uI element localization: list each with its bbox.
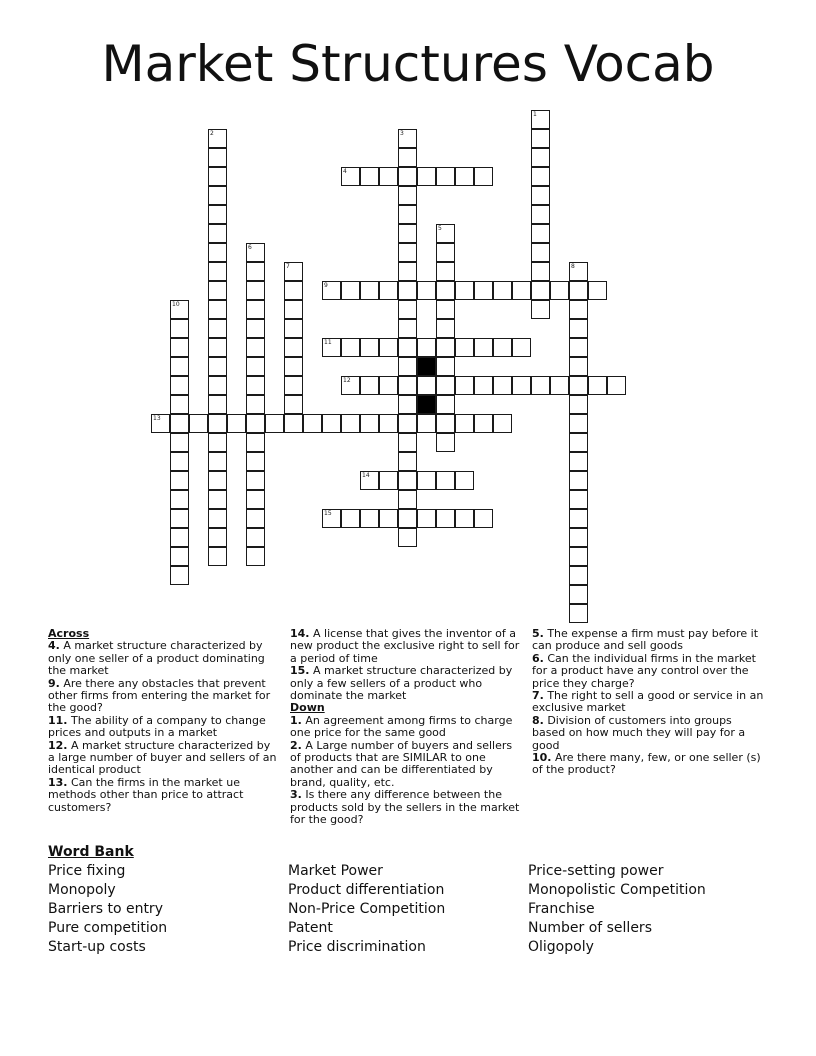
crossword-cell[interactable]	[493, 281, 512, 300]
crossword-cell[interactable]	[151, 414, 170, 433]
crossword-cell[interactable]	[170, 395, 189, 414]
crossword-cell[interactable]	[569, 471, 588, 490]
crossword-cell[interactable]	[569, 395, 588, 414]
clue-text: Can the individual firms in the market for a product have any control over the price they charge?	[532, 651, 756, 690]
clue-item	[532, 628, 764, 653]
crossword-cell[interactable]	[398, 490, 417, 509]
crossword-cell[interactable]	[569, 338, 588, 357]
crossword-cell[interactable]	[531, 148, 550, 167]
clue-number-label: 11.	[48, 713, 68, 727]
crossword-cell[interactable]	[379, 167, 398, 186]
word-bank-item: Monopolistic Competition	[528, 882, 706, 898]
crossword-cell[interactable]	[246, 376, 265, 395]
clues-column-3	[532, 628, 764, 777]
crossword-cell[interactable]	[208, 281, 227, 300]
crossword-cell[interactable]	[170, 547, 189, 566]
crossword-cell[interactable]	[341, 338, 360, 357]
crossword-cell[interactable]	[436, 395, 455, 414]
crossword-cell[interactable]	[246, 528, 265, 547]
crossword-cell[interactable]	[246, 262, 265, 281]
crossword-cell[interactable]	[170, 433, 189, 452]
crossword-cell[interactable]	[341, 509, 360, 528]
clue-number: 3	[400, 130, 404, 137]
crossword-cell[interactable]	[208, 148, 227, 167]
crossword-cell[interactable]	[379, 338, 398, 357]
crossword-cell[interactable]	[284, 414, 303, 433]
word-bank-item: Pure competition	[48, 920, 168, 936]
clue-text: Division of customers into groups based on how much they will pay for a good	[532, 713, 746, 752]
clue-number-label: 5.	[532, 627, 544, 640]
crossword-cell[interactable]	[569, 509, 588, 528]
crossword-cell[interactable]	[208, 433, 227, 452]
clue-text: The right to sell a good or service in an exclusive market	[532, 689, 764, 715]
crossword-cell[interactable]	[170, 509, 189, 528]
page-title: Market Structures Vocab	[101, 35, 715, 93]
crossword-cell[interactable]	[208, 471, 227, 490]
crossword-cell[interactable]	[569, 300, 588, 319]
clue-number-label: 6.	[532, 651, 544, 665]
crossword-cell[interactable]	[322, 281, 341, 300]
crossword-cell[interactable]	[474, 376, 493, 395]
clue-number: 6	[248, 244, 252, 251]
crossword-cell[interactable]	[417, 376, 436, 395]
crossword-cell[interactable]	[531, 300, 550, 319]
clue-number: 15	[324, 510, 332, 517]
crossword-cell[interactable]	[455, 281, 474, 300]
down-heading: Down	[290, 701, 325, 715]
crossword-block-cell	[417, 395, 436, 414]
crossword-cell[interactable]	[170, 490, 189, 509]
crossword-cell[interactable]	[170, 319, 189, 338]
crossword-cell[interactable]	[417, 471, 436, 490]
clue-text: A market structure characterized by a large number of buyer and sellers of an identical product	[48, 738, 277, 777]
clue-number-label: 15.	[290, 664, 310, 678]
word-bank-column-2	[288, 862, 445, 957]
crossword-cell[interactable]	[531, 186, 550, 205]
crossword-cell[interactable]	[341, 414, 360, 433]
crossword-cell[interactable]	[303, 414, 322, 433]
crossword-cell[interactable]	[531, 262, 550, 281]
crossword-cell[interactable]	[227, 414, 246, 433]
crossword-cell[interactable]	[284, 319, 303, 338]
crossword-cell[interactable]	[208, 490, 227, 509]
crossword-cell[interactable]	[170, 452, 189, 471]
clue-text: A market structure characterized by only one seller of a product dominating the market	[48, 639, 265, 678]
clue-text: An agreement among firms to charge one price for the same good	[290, 713, 513, 740]
clue-item	[290, 789, 522, 826]
crossword-cell[interactable]	[246, 452, 265, 471]
crossword-cell[interactable]	[246, 300, 265, 319]
clues-column-1	[48, 628, 280, 814]
crossword-cell[interactable]	[436, 243, 455, 262]
clue-item	[290, 665, 522, 702]
clue-item	[48, 640, 280, 677]
clue-number-label: 7.	[532, 689, 544, 703]
crossword-cell[interactable]	[569, 319, 588, 338]
crossword-cell[interactable]	[246, 433, 265, 452]
crossword-cell[interactable]	[493, 414, 512, 433]
crossword-cell[interactable]	[322, 414, 341, 433]
crossword-cell[interactable]	[170, 414, 189, 433]
crossword-cell[interactable]	[436, 224, 455, 243]
clue-number-label: 10.	[532, 751, 552, 765]
clue-number: 13	[153, 415, 161, 422]
word-bank-item: Monopoly	[48, 882, 116, 898]
word-bank-item: Price discrimination	[288, 939, 426, 955]
crossword-cell[interactable]	[246, 319, 265, 338]
word-bank-title: Word Bank	[48, 844, 134, 860]
crossword-cell[interactable]	[246, 471, 265, 490]
crossword-cell[interactable]	[360, 338, 379, 357]
crossword-cell[interactable]	[246, 243, 265, 262]
crossword-cell[interactable]	[512, 376, 531, 395]
crossword-cell[interactable]	[246, 395, 265, 414]
crossword-cell[interactable]	[455, 338, 474, 357]
crossword-cell[interactable]	[474, 281, 493, 300]
crossword-cell[interactable]	[455, 509, 474, 528]
clue-item	[532, 653, 764, 690]
clue-item	[532, 752, 764, 777]
crossword-cell[interactable]	[208, 414, 227, 433]
crossword-cell[interactable]	[588, 376, 607, 395]
clue-text: A license that gives the inventor of a new product the exclusive right to sell for a period of time	[290, 627, 520, 665]
crossword-cell[interactable]	[455, 167, 474, 186]
crossword-cell[interactable]	[436, 262, 455, 281]
crossword-cell[interactable]	[569, 357, 588, 376]
clue-item	[532, 715, 764, 752]
crossword-cell[interactable]	[341, 376, 360, 395]
clue-number-label: 8.	[532, 713, 544, 727]
crossword-cell[interactable]	[455, 414, 474, 433]
crossword-cell[interactable]	[208, 243, 227, 262]
crossword-cell[interactable]	[379, 281, 398, 300]
crossword-cell[interactable]	[398, 376, 417, 395]
crossword-cell[interactable]	[436, 414, 455, 433]
crossword-cell[interactable]	[208, 395, 227, 414]
crossword-cell[interactable]	[398, 319, 417, 338]
crossword-cell[interactable]	[379, 509, 398, 528]
crossword-cell[interactable]	[208, 452, 227, 471]
crossword-cell[interactable]	[398, 395, 417, 414]
crossword-cell[interactable]	[360, 509, 379, 528]
crossword-cell[interactable]	[360, 471, 379, 490]
clue-number: 10	[172, 301, 180, 308]
crossword-cell[interactable]	[398, 300, 417, 319]
crossword-block-cell	[417, 357, 436, 376]
crossword-cell[interactable]	[436, 281, 455, 300]
crossword-cell[interactable]	[208, 129, 227, 148]
crossword-cell[interactable]	[398, 281, 417, 300]
crossword-cell[interactable]	[265, 414, 284, 433]
crossword-cell[interactable]	[531, 243, 550, 262]
crossword-cell[interactable]	[398, 338, 417, 357]
clue-text: Are there many, few, or one seller (s) of the product?	[532, 751, 761, 777]
crossword-cell[interactable]	[569, 414, 588, 433]
crossword-cell[interactable]	[569, 262, 588, 281]
crossword-cell[interactable]	[398, 414, 417, 433]
crossword-cell[interactable]	[284, 376, 303, 395]
crossword-cell[interactable]	[170, 528, 189, 547]
crossword-cell[interactable]	[531, 129, 550, 148]
clue-number: 7	[286, 263, 290, 270]
crossword-cell[interactable]	[398, 205, 417, 224]
word-bank-item: Barriers to entry	[48, 901, 163, 917]
crossword-cell[interactable]	[569, 585, 588, 604]
crossword-cell[interactable]	[208, 205, 227, 224]
clue-item	[48, 777, 280, 814]
crossword-cell[interactable]	[398, 528, 417, 547]
crossword-cell[interactable]	[531, 224, 550, 243]
crossword-cell[interactable]	[208, 186, 227, 205]
crossword-cell[interactable]	[246, 490, 265, 509]
word-bank-column-3	[528, 862, 706, 957]
crossword-cell[interactable]	[360, 414, 379, 433]
crossword-cell[interactable]	[398, 129, 417, 148]
clue-text: Is there any difference between the products sold by the sellers in the market for the good?	[290, 788, 520, 827]
clue-item	[48, 715, 280, 740]
crossword-cell[interactable]	[607, 376, 626, 395]
crossword-cell[interactable]	[550, 281, 569, 300]
crossword-cell[interactable]	[569, 604, 588, 623]
crossword-cell[interactable]	[569, 452, 588, 471]
crossword-cell[interactable]	[208, 319, 227, 338]
crossword-cell[interactable]	[189, 414, 208, 433]
crossword-cell[interactable]	[455, 376, 474, 395]
crossword-cell[interactable]	[417, 414, 436, 433]
word-bank-item: Franchise	[528, 901, 595, 917]
crossword-cell[interactable]	[417, 509, 436, 528]
crossword-cell[interactable]	[398, 509, 417, 528]
crossword-cell[interactable]	[360, 167, 379, 186]
crossword-cell[interactable]	[569, 547, 588, 566]
crossword-cell[interactable]	[398, 148, 417, 167]
clue-number: 14	[362, 472, 370, 479]
clue-text: A Large number of buyers and sellers of products that are SIMILAR to one another and can be differentiated by brand, quality, etc.	[290, 738, 513, 789]
crossword-cell[interactable]	[246, 357, 265, 376]
crossword-cell[interactable]	[170, 471, 189, 490]
crossword-cell[interactable]	[474, 509, 493, 528]
clue-item	[290, 715, 522, 740]
clue-text: Can the firms in the market ue methods other than price to attract customers?	[48, 775, 244, 814]
crossword-cell[interactable]	[531, 167, 550, 186]
crossword-cell[interactable]	[284, 300, 303, 319]
clue-text: The ability of a company to change prices and outputs in a market	[48, 713, 266, 740]
crossword-cell[interactable]	[512, 338, 531, 357]
crossword-cell[interactable]	[436, 509, 455, 528]
crossword-cell[interactable]	[569, 376, 588, 395]
crossword-cell[interactable]	[531, 376, 550, 395]
crossword-cell[interactable]	[436, 376, 455, 395]
clue-number-label: 2.	[290, 738, 302, 752]
crossword-cell[interactable]	[322, 338, 341, 357]
crossword-cell[interactable]	[550, 376, 569, 395]
crossword-cell[interactable]	[417, 281, 436, 300]
crossword-cell[interactable]	[246, 509, 265, 528]
crossword-cell[interactable]	[170, 338, 189, 357]
crossword-cell[interactable]	[208, 509, 227, 528]
crossword-cell[interactable]	[569, 490, 588, 509]
word-bank-item: Start-up costs	[48, 939, 146, 955]
crossword-cell[interactable]	[398, 167, 417, 186]
crossword-cell[interactable]	[208, 167, 227, 186]
word-bank-item: Market Power	[288, 863, 383, 879]
word-bank-item: Product differentiation	[288, 882, 445, 898]
crossword-cell[interactable]	[569, 528, 588, 547]
crossword-cell[interactable]	[379, 414, 398, 433]
crossword-cell[interactable]	[531, 205, 550, 224]
crossword-cell[interactable]	[398, 224, 417, 243]
clue-number: 12	[343, 377, 351, 384]
crossword-cell[interactable]	[246, 338, 265, 357]
clue-number: 4	[343, 168, 347, 175]
crossword-cell[interactable]	[170, 376, 189, 395]
crossword-cell[interactable]	[474, 414, 493, 433]
crossword-cell[interactable]	[569, 566, 588, 585]
crossword-cell[interactable]	[398, 186, 417, 205]
crossword-cell[interactable]	[436, 167, 455, 186]
crossword-cell[interactable]	[379, 376, 398, 395]
word-bank-column-1	[48, 862, 167, 957]
crossword-cell[interactable]	[531, 281, 550, 300]
clue-number-label: 13.	[48, 775, 68, 789]
clue-text: Are there any obstacles that prevent other firms from entering the market for the good?	[48, 676, 271, 715]
crossword-cell[interactable]	[436, 319, 455, 338]
crossword-cell[interactable]	[360, 281, 379, 300]
crossword-cell[interactable]	[284, 281, 303, 300]
crossword-cell[interactable]	[170, 566, 189, 585]
crossword-cell[interactable]	[284, 395, 303, 414]
crossword-cell[interactable]	[322, 509, 341, 528]
word-bank-item: Non-Price Competition	[288, 901, 446, 917]
crossword-cell[interactable]	[379, 471, 398, 490]
across-heading: Across	[48, 627, 90, 640]
clue-number: 9	[324, 282, 328, 289]
crossword-cell[interactable]	[417, 167, 436, 186]
clue-text: A market structure characterized by only a few sellers of a product who dominate the market	[290, 664, 513, 703]
crossword-cell[interactable]	[493, 376, 512, 395]
clue-number-label: 12.	[48, 738, 68, 752]
crossword-cell[interactable]	[284, 338, 303, 357]
crossword-cell[interactable]	[170, 300, 189, 319]
crossword-cell[interactable]	[531, 110, 550, 129]
crossword-cell[interactable]	[398, 452, 417, 471]
word-bank-item: Price-setting power	[528, 863, 664, 879]
crossword-cell[interactable]	[208, 338, 227, 357]
crossword-cell[interactable]	[398, 433, 417, 452]
crossword-cell[interactable]	[208, 300, 227, 319]
word-bank-item: Price fixing	[48, 863, 126, 879]
clues-column-2	[290, 628, 522, 827]
word-bank-item: Number of sellers	[528, 920, 652, 936]
crossword-cell[interactable]	[360, 376, 379, 395]
clue-number-label: 9.	[48, 676, 60, 690]
clue-number-label: 14.	[290, 627, 310, 640]
crossword-cell[interactable]	[569, 281, 588, 300]
clue-number: 5	[438, 225, 442, 232]
clue-item	[290, 628, 522, 665]
crossword-cell[interactable]	[246, 281, 265, 300]
crossword-cell[interactable]	[208, 357, 227, 376]
clue-text: The expense a firm must pay before it can produce and sell goods	[532, 627, 759, 653]
crossword-cell[interactable]	[436, 300, 455, 319]
crossword-cell[interactable]	[398, 262, 417, 281]
clue-number: 11	[324, 339, 332, 346]
crossword-cell[interactable]	[246, 547, 265, 566]
clue-number: 2	[210, 130, 214, 137]
clue-number-label: 1.	[290, 713, 302, 727]
crossword-cell[interactable]	[398, 471, 417, 490]
clue-item	[532, 690, 764, 715]
crossword-cell[interactable]	[208, 547, 227, 566]
crossword-cell[interactable]	[208, 376, 227, 395]
clue-number-label: 4.	[48, 639, 60, 653]
crossword-cell[interactable]	[493, 338, 512, 357]
clue-number: 1	[533, 111, 537, 118]
crossword-cell[interactable]	[398, 357, 417, 376]
crossword-cell[interactable]	[398, 243, 417, 262]
crossword-cell[interactable]	[436, 338, 455, 357]
clue-number: 8	[571, 263, 575, 270]
clue-item	[48, 678, 280, 715]
clue-item	[290, 740, 522, 790]
crossword-cell[interactable]	[284, 262, 303, 281]
crossword-cell[interactable]	[208, 262, 227, 281]
crossword-cell[interactable]	[455, 471, 474, 490]
crossword-cell[interactable]	[208, 528, 227, 547]
word-bank-item: Patent	[288, 920, 333, 936]
crossword-cell[interactable]	[436, 357, 455, 376]
crossword-cell[interactable]	[474, 338, 493, 357]
crossword-cell[interactable]	[436, 471, 455, 490]
word-bank-item: Oligopoly	[528, 939, 594, 955]
crossword-cell[interactable]	[569, 433, 588, 452]
crossword-cell[interactable]	[417, 338, 436, 357]
clue-item	[48, 740, 280, 777]
crossword-cell[interactable]	[208, 224, 227, 243]
crossword-cell[interactable]	[170, 357, 189, 376]
crossword-cell[interactable]	[588, 281, 607, 300]
crossword-cell[interactable]	[341, 281, 360, 300]
crossword-cell[interactable]	[436, 433, 455, 452]
crossword-cell[interactable]	[284, 357, 303, 376]
crossword-cell[interactable]	[474, 167, 493, 186]
crossword-cell[interactable]	[341, 167, 360, 186]
crossword-cell[interactable]	[512, 281, 531, 300]
clue-number-label: 3.	[290, 788, 302, 802]
crossword-cell[interactable]	[246, 414, 265, 433]
